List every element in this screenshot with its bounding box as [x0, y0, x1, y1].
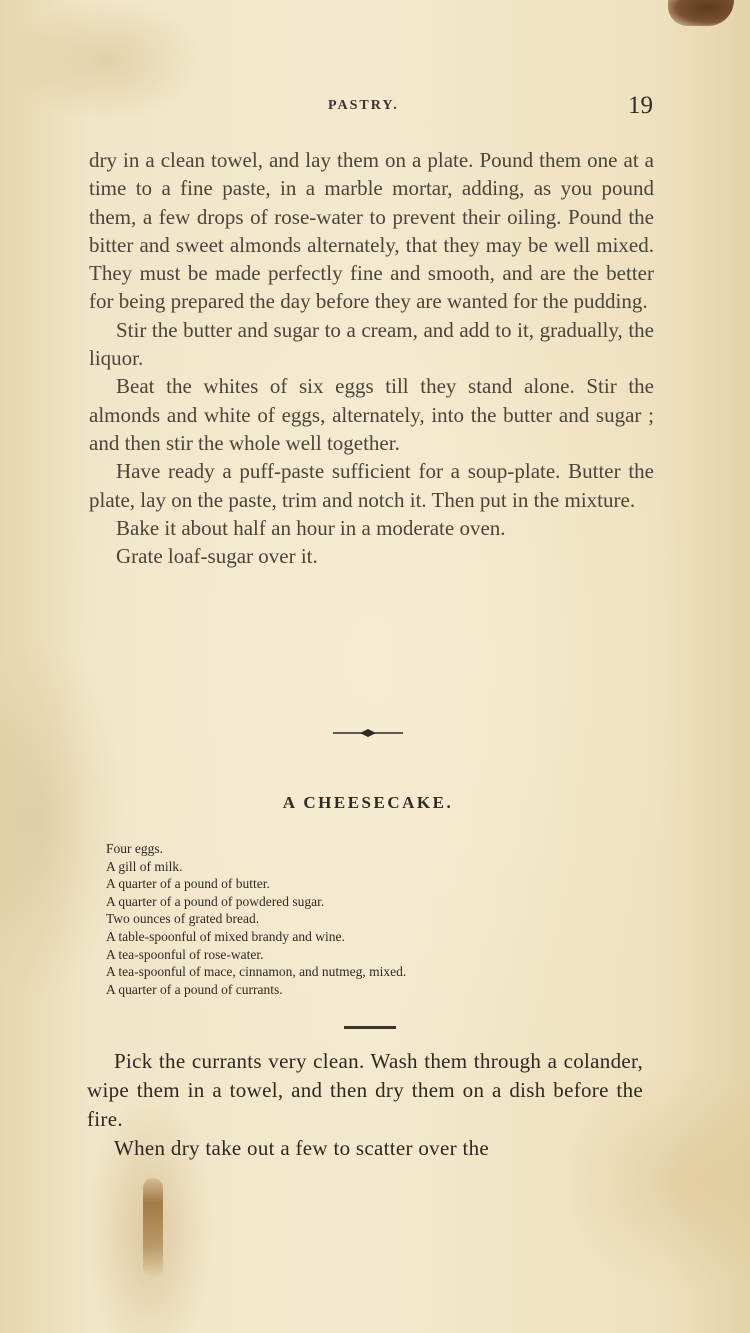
- ingredient-item: A tea-spoonful of mace, cinnamon, and nutmeg, mixed.: [106, 964, 407, 980]
- paragraph: Pick the currants very clean. Wash them through a colander, wipe them in a towel, and then dry them on a dish before the fire.: [87, 1049, 643, 1131]
- running-title: PASTRY.: [328, 98, 399, 113]
- ingredient-item: Two ounces of grated bread.: [106, 911, 260, 927]
- ingredient-item: A tea-spoonful of rose-water.: [106, 946, 264, 962]
- paragraph: Bake it about half an hour in a moderate oven.: [116, 515, 506, 540]
- ingredient-item: Four eggs.: [106, 841, 163, 856]
- paragraph: Beat the whites of six eggs till they stand alone. Stir the almonds and white of eggs, alternately, into the butter and sugar ; and then stir the whole well together.: [89, 374, 654, 455]
- ink-stain: [143, 1178, 163, 1278]
- body-text: [89, 146, 654, 570]
- page-number: 19: [628, 92, 653, 119]
- paragraph: When dry take out a few to scatter over the: [114, 1136, 489, 1160]
- paragraph: Grate loaf-sugar over it.: [116, 544, 318, 569]
- paragraph: Have ready a puff-paste sufficient for a soup-plate. Butter the plate, lay on the paste, trim and notch it. Then put in the mixture.: [89, 459, 654, 512]
- section-heading: A CHEESECAKE.: [282, 793, 454, 812]
- paragraph: Stir the butter and sugar to a cream, and add to it, gradually, the liquor.: [89, 317, 654, 371]
- ingredient-item: A quarter of a pound of butter.: [106, 876, 270, 892]
- section-ornament: [333, 724, 403, 742]
- recipe-text: [87, 1047, 643, 1163]
- ingredient-list: [106, 840, 606, 998]
- ingredient-item: A gill of milk.: [106, 858, 183, 874]
- ingredient-item: A quarter of a pound of powdered sugar.: [106, 893, 325, 909]
- ingredient-item: A quarter of a pound of currants.: [106, 981, 283, 997]
- divider-rule: [344, 1026, 396, 1029]
- paragraph: dry in a clean towel, and lay them on a plate. Pound them one at a time to a fine paste, in a marble mortar, adding, as you pound them, a few drops of rose-water to prevent their oiling. Pound the bitter and sweet almonds alternately, that they may be well mixed. They must be made perfectly fine and smooth, and are the better for being prepared the day before they are wanted for the pudding.: [89, 148, 654, 314]
- ingredient-item: A table-spoonful of mixed brandy and wine.: [106, 928, 345, 944]
- corner-stain: [668, 0, 734, 26]
- running-head: [0, 92, 750, 120]
